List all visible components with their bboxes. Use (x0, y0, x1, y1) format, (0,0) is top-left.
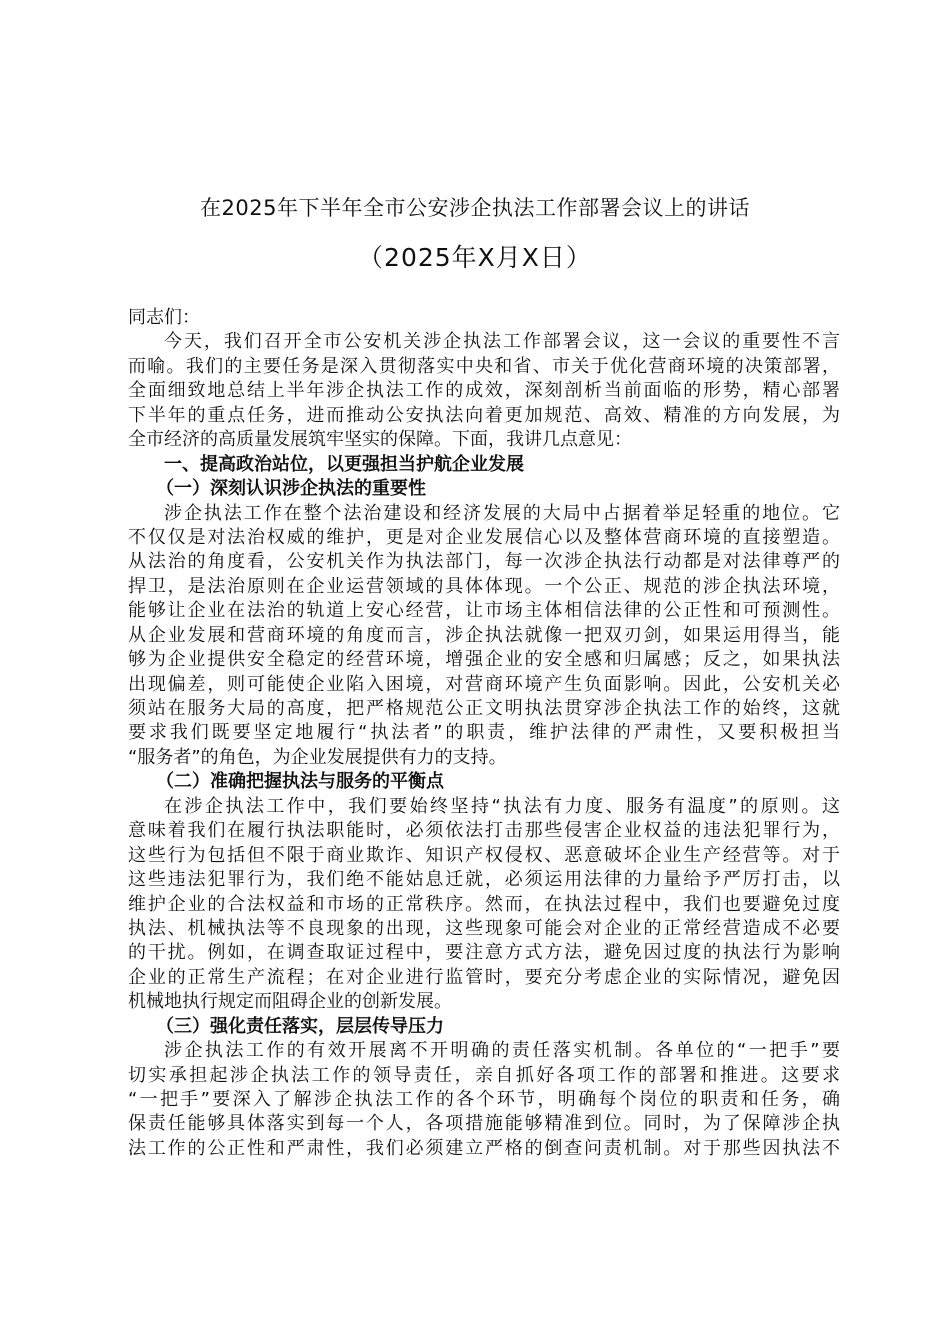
text-line: 出现偏差，则可能使企业陷入困境，对营商环境产生负面影响。因此，公安机关必 (128, 673, 840, 695)
salutation (128, 306, 840, 330)
text-line: 执法、机械执法等不良现象的出现，这些现象可能会对企业的正常经营造成不必要 (128, 917, 840, 939)
text-line: 这些违法犯罪行为，我们绝不能姑息迁就，必须运用法律的力量给予严厉打击，以 (128, 869, 840, 891)
text-line: 法工作的公正性和严肃性，我们必须建立严格的倒查问责机制。对于那些因执法不 (128, 1137, 840, 1159)
text-line: 今天，我们召开全市公安机关涉企执法工作部署会议，这一会议的重要性不言 (164, 331, 840, 353)
subsection-heading (128, 1015, 840, 1039)
text-line: （三）强化责任落实，层层传导压力 (156, 1015, 444, 1037)
text-line: 能够让企业在法治的轨道上安心经营，让市场主体相信法律的公正性和可预测性。 (128, 600, 840, 622)
text-line: 从企业发展和营商环境的角度而言，涉企执法就像一把双刃剑，如果运用得当，能 (128, 624, 840, 646)
text-line: 须站在服务大局的高度，把严格规范公正文明执法贯穿涉企执法工作的始终，这就 (128, 698, 840, 719)
text-line: 要求我们既要坚定地履行“执法者”的职责，维护法律的严肃性，又要积极担当 (128, 722, 840, 744)
text-line: 涉企执法工作在整个法治建设和经济发展的大局中占据着举足轻重的地位。它 (164, 502, 840, 524)
text-line: （一）深刻认识涉企执法的重要性 (156, 478, 426, 500)
text-line: 维护企业的合法权益和市场的正常秩序。然而，在执法过程中，我们也要避免过度 (128, 893, 840, 915)
document-date: （2025年X月X日） (358, 243, 592, 272)
text-line: 全面细致地总结上半年涉企执法工作的成效，深刻剖析当前面临的形势，精心部署 (128, 380, 840, 402)
subsection-heading (128, 770, 840, 794)
text-line: 企业的正常生产流程；在对企业进行监管时，要充分考虑企业的实际情况，避免因 (128, 966, 840, 988)
text-line: 全市经济的高质量发展筑牢坚实的保障。下面，我讲几点意见： (128, 429, 632, 451)
paragraph (128, 330, 840, 452)
subsection-heading (128, 477, 840, 501)
text-line: 一、提高政治站位，以更强担当护航企业发展 (164, 453, 524, 475)
text-line: 切实承担起涉企执法工作的领导责任，亲自抓好各项工作的部署和推进。这要求 (128, 1064, 840, 1086)
text-line: 下半年的重点任务，进而推动公安执法向着更加规范、高效、精准的方向发展，为 (128, 404, 840, 426)
text-line: 意味着我们在履行执法职能时，必须依法打击那些侵害企业权益的违法犯罪行为， (128, 820, 840, 842)
text-line: 机械地执行规定而阻碍企业的创新发展。 (128, 991, 452, 1013)
document-body (128, 306, 840, 1161)
text-line: 涉企执法工作的有效开展离不开明确的责任落实机制。各单位的“一把手”要 (164, 1040, 840, 1062)
section-heading (128, 453, 840, 477)
paragraph (128, 1039, 840, 1161)
text-line: 捍卫，是法治原则在企业运营领域的具体体现。一个公正、规范的涉企执法环境， (128, 575, 840, 597)
text-line: 这些行为包括但不限于商业欺诈、知识产权侵权、恶意破坏企业生产经营等。对于 (128, 844, 840, 866)
text-line: 而喻。我们的主要任务是深入贯彻落实中央和省、市关于优化营商环境的决策部署， (128, 355, 840, 377)
text-line: 够为企业提供安全稳定的经营环境，增强企业的安全感和归属感；反之，如果执法 (128, 649, 840, 671)
text-line: “一把手”要深入了解涉企执法工作的各个环节，明确每个岗位的职责和任务，确 (128, 1089, 840, 1110)
text-line: 的干扰。例如，在调查取证过程中，要注意方式方法，避免因过度的执法行为影响 (128, 942, 840, 964)
document-title: 在2025年下半年全市公安涉企执法工作部署会议上的讲话 (200, 196, 750, 220)
paragraph (128, 502, 840, 771)
text-line: 同志们： (128, 307, 200, 328)
text-line: 不仅仅是对法治权威的维护，更是对企业发展信心以及整体营商环境的直接塑造。 (128, 526, 840, 548)
text-line: “服务者”的角色，为企业发展提供有力的支持。 (128, 746, 507, 768)
text-line: 在涉企执法工作中，我们要始终坚持“执法有力度、服务有温度”的原则。这 (164, 795, 840, 817)
text-line: （二）准确把握执法与服务的平衡点 (156, 771, 444, 793)
paragraph (128, 795, 840, 1015)
text-line: 保责任能够具体落实到每一个人，各项措施能够精准到位。同时，为了保障涉企执 (128, 1113, 840, 1135)
text-line: 从法治的角度看，公安机关作为执法部门，每一次涉企执法行动都是对法律尊严的 (128, 551, 840, 573)
